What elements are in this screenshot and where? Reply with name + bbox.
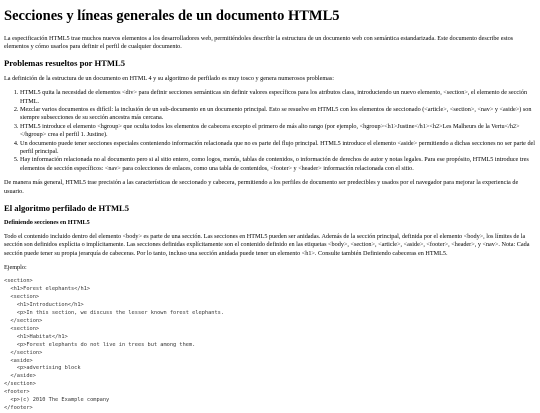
section-heading-problems: Problemas resueltos por HTML5 [4,58,126,69]
code-example: <section> <h1>Forest elephants</h1> <section> <h1>Introduction</h1> <p>In this section, we discuss the lesser known forest elephants. </section> <section> <h1>Habitat</h1> <p>Forest elephants do not live in trees but among them. </section> <aside> <p>advertising block </aside> </section> <footer> <p>(c) 2010 The Example company </footer> [4,278,225,411]
example-label: Ejemplo: [4,264,27,272]
list-item: 5. Hay información relacionada no al documento pero si al sitio entero, como logos, menús, tablas de contenidos, o información de derechos de autor y notas legales. Para ese propósito, HTML5 introduce tres elementos de sección específicos: <nav> para colecciones de enlaces, como una tabla de contenidos, <footer> y <header> información relacionada con el sitio. [20,156,536,173]
problems-lead: La definición de la estructura de un documento en HTML 4 y su algoritmo de perfilado es muy tosco y genera numerosos problemas: [4,74,335,82]
problems-closing: De manera más general, HTML5 trae precisión a las características de seccionado y cabecera, permitiendo a los perfiles de documento ser predecibles y usados por el navegador para mejorar la experiencia de usuario. [4,179,519,195]
list-item: 4. Un documento puede tener secciones especiales conteniendo información relacionada que no es parte del flujo principal. HTML5 introduce el elemento <aside> permitiendo a dichas secciones no ser parte del perfil principal. [20,140,536,157]
section-heading-algorithm: El algoritmo perfilado de HTML5 [4,203,130,214]
problems-list [4,89,536,173]
defining-sections-body: Todo el contenido incluido dentro del elemento <body> es parte de una sección. Las secciones en HTML5 pueden ser anidadas. Además de la sección principal, definida por el elemento <body>, los límites de la sección son definidos explícita o implícitamente. Las secciones definidas explícitamente son el contenido definido en las etiquetas <body>, <section>, <article>, <aside>, <footer>, <header>, y <nav>. Nota: Cada sección puede tener su propia jerarquía de cabeceras. Por lo tanto, incluso una sección anidada puede tener un elemento <h1>. Consulte también Definiendo cabeceras en HTML5. [4,232,530,257]
list-item: 2. Mezclar varios documentos es difícil: la inclusión de un sub-documento en un documento principal. Esto se resuelve en HTML5 con los elementos de seccionado (<article>, <section>, <nav> y <aside>) son siempre subsecciones de su sección ancestra más cercana. [20,106,536,123]
page-title: Secciones y líneas generales de un documento HTML5 [4,8,340,24]
subheading-defining-sections: Definiendo secciones en HTML5 [4,219,90,227]
intro-paragraph: La especificación HTML5 trae muchos nuevos elementos a los desarrolladores web, permitiéndoles describir la estructura de un documento web con semántica estandarizada. Este documento describe estos elementos y cómo usarlos para definir el perfil de cualquier documento. [4,34,514,51]
list-item: 1. HTML5 quita la necesidad de elementos <div> para definir secciones semánticas sin definir valores específicos para los atributos class, introduciendo un nuevo elemento, <section>, el elemento de sección HTML. [20,89,536,106]
list-item: 3. HTML5 introduce el elemento <hgroup> que oculta todos los elementos de cabecera excepto el primero de más alto rango (por ejemplo, <hgroup><h1>Justine</h1><h2>Les Malheurs de la Vertu</h2></hgroup> crea el perfil 1. Justine). [20,123,536,140]
